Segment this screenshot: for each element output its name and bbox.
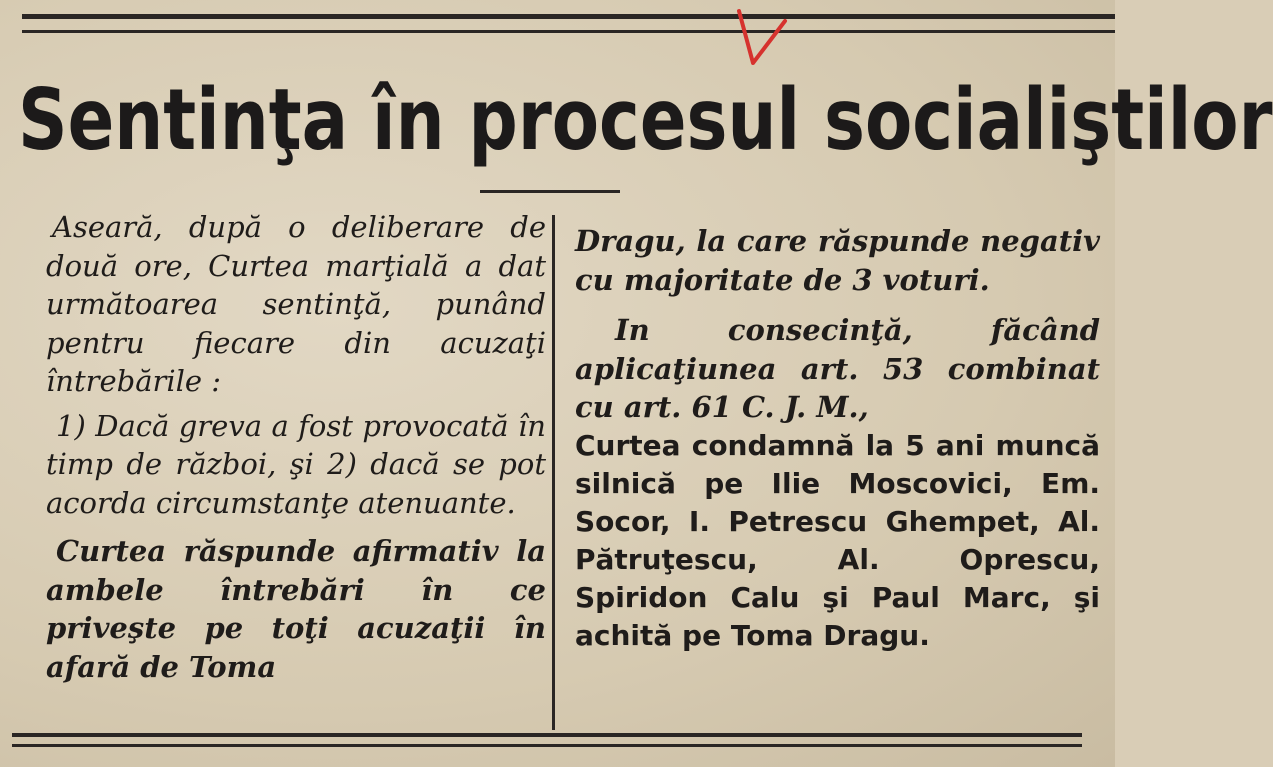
top-rule-second bbox=[22, 30, 1115, 33]
left-paragraph-3: Curtea răspunde afirmativ la ambele întrebări în ce priveşte pe toţi acuzaţii în afară de Toma bbox=[46, 534, 546, 684]
left-paragraph-1: Aseară, după o deliberare de două ore, Curtea marţială a dat următoarea sentinţă, punând pentru fiecare din acuzaţi întrebările : bbox=[46, 210, 546, 398]
bottom-rule bbox=[12, 733, 1082, 737]
bottom-rule-second bbox=[12, 744, 1082, 747]
right-paragraph-2-verdict: Curtea condamnă la 5 ani muncă silnică pe Ilie Moscovici, Em. Socor, I. Petrescu Ghempet, Al. Pătruţescu, Al. Oprescu, Spiridon Calu şi Paul Marc, şi achită pe Toma Dragu. bbox=[575, 428, 1100, 652]
left-paragraph-2: 1) Dacă greva a fost provocată în timp de război, şi 2) dacă se pot acorda circumstanţe atenuante. bbox=[46, 408, 546, 520]
right-column bbox=[575, 222, 1100, 655]
right-paragraph-1: Dragu, la care răspunde negativ cu majoritate de 3 voturi. bbox=[575, 224, 1100, 297]
column-divider bbox=[552, 215, 555, 730]
right-paragraph-2-lead: In consecinţă, făcând aplicaţiunea art. 53 combinat cu art. 61 C. J. M., bbox=[575, 313, 1100, 424]
top-rule bbox=[22, 14, 1115, 19]
left-column bbox=[46, 208, 546, 686]
headline-underline bbox=[480, 190, 620, 193]
headline: Sentinţa în procesul socialiştilor bbox=[18, 70, 1273, 170]
